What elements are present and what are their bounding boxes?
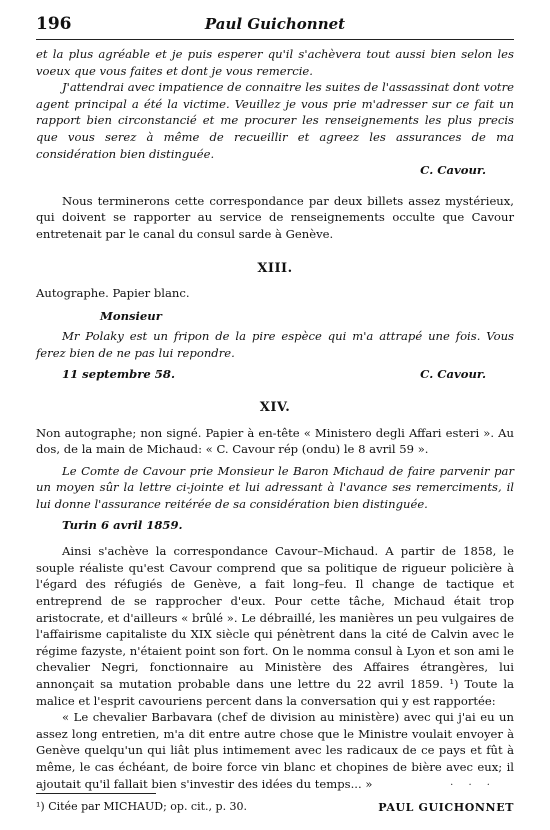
section-xiv-description: Non autographe; non signé. Papier à en-tête « Ministero degli Affari esteri ». Au dos, de la main de Michaud: « C. Cavour rép (ondu) le 8 avril 59 ». — [36, 425, 514, 457]
letter-end-paragraph-2: J'attendrai avec impatience de connaitre les suites de l'assassinat dont votre agent principal a été la victime. Veuillez je vous prie m'adresser sur ce fait un rapport bien circonstancié et me procurer les renseignements les plus precis que vous serez à même de recueillir et agreez les assurances de ma considération bien distinguée. — [36, 80, 514, 161]
page-header — [36, 14, 514, 36]
intro-paragraph: Nous terminerons cette correspondance par deux billets assez mystérieux, qui doivent se rapporter au service de renseignements occulte que Cavour entretenait par le canal du consul sarde à Genève. — [36, 193, 514, 241]
conclusion-paragraph: Ainsi s'achève la correspondance Cavour–Michaud. A partir de 1858, le souple réaliste qu'est Cavour comprend que sa politique de rigueur policière à l'égard des réfugiés de Genève, a fait long–feu. Il change de tactique et entreprend de se rapprocher d'eux. Pour cette tâche, Michaud était trop aristocrate, et d'ailleurs « brûlé ». Le débraillé, les manières un peu vulgaires de l'affairisme capitaliste du XIX siècle qui pénètrent dans la cité de Calvin avec le régime fazyste, n'étaient point son fort. On le nomma consul à Lyon et son ami le chevalier Negri, fonctionnaire au Ministère des Affaires étrangères, lui annonçait sa mutation probable dans une lettre du 22 avril 1859. ¹) Toute la malice et l'esprit cavouriens percent dans la conversation qui y est rapportée: — [36, 544, 514, 708]
page-number: 196 — [36, 14, 72, 34]
section-xiv-dateline — [36, 517, 514, 534]
running-title: Paul Guichonnet — [204, 15, 346, 33]
header-rule — [36, 39, 514, 40]
scan-marks: · · · — [450, 780, 496, 791]
section-xiv-text: Le Comte de Cavour prie Monsieur le Baron Michaud de faire parvenir par un moyen sûr la lettre ci-jointe et lui adressant à l'avance ses remerciments, il lui donne l'assurance reitérée de sa considération bien distinguée. — [36, 463, 514, 512]
section-xiii-date: 11 septembre 58. — [62, 366, 175, 381]
section-xiii-text: Mr Polaky est un fripon de la pire espèce qui m'a attrapé une fois. Vous ferez bien de ne pas lui repondre. — [36, 329, 514, 360]
footnote: ¹) Citée par MICHAUD; op. cit., p. 30. — [36, 800, 248, 813]
page-body — [36, 46, 514, 817]
section-xiii-salutation: Monsieur — [100, 308, 162, 323]
section-xiii-dateline — [36, 366, 514, 383]
section-xiv-date: Turin 6 avril 1859. — [62, 517, 183, 532]
section-heading-xiii: XIII. — [257, 260, 293, 276]
author-signature: PAUL GUICHONNET — [378, 801, 514, 815]
letter-end-paragraph: et la plus agréable et je puis esperer qu'il s'achèvera tout aussi bien selon les voeux que vous faites et dont je vous remercie. — [36, 47, 514, 78]
section-heading-xiv: XIV. — [259, 400, 291, 416]
quoted-paragraph: « Le chevalier Barbavara (chef de division au ministère) avec qui j'ai eu un assez long entretien, m'a dit entre autre chose que le Ministre voulait envoyer à Genève quelqu'un qui liât plus intimement avec les radicaux de ce pays et fût à même, le cas échéant, de boire force vin blanc et chopines de bière avec eux; il ajoutait qu'il fallait bien s'investir des idées du temps... » — [36, 710, 514, 791]
footnote-rule — [36, 793, 156, 794]
letter-signature: C. Cavour. — [420, 163, 486, 178]
section-xiii-description: Autographe. Papier blanc. — [36, 286, 190, 301]
section-xiii-signature: C. Cavour. — [420, 366, 486, 381]
